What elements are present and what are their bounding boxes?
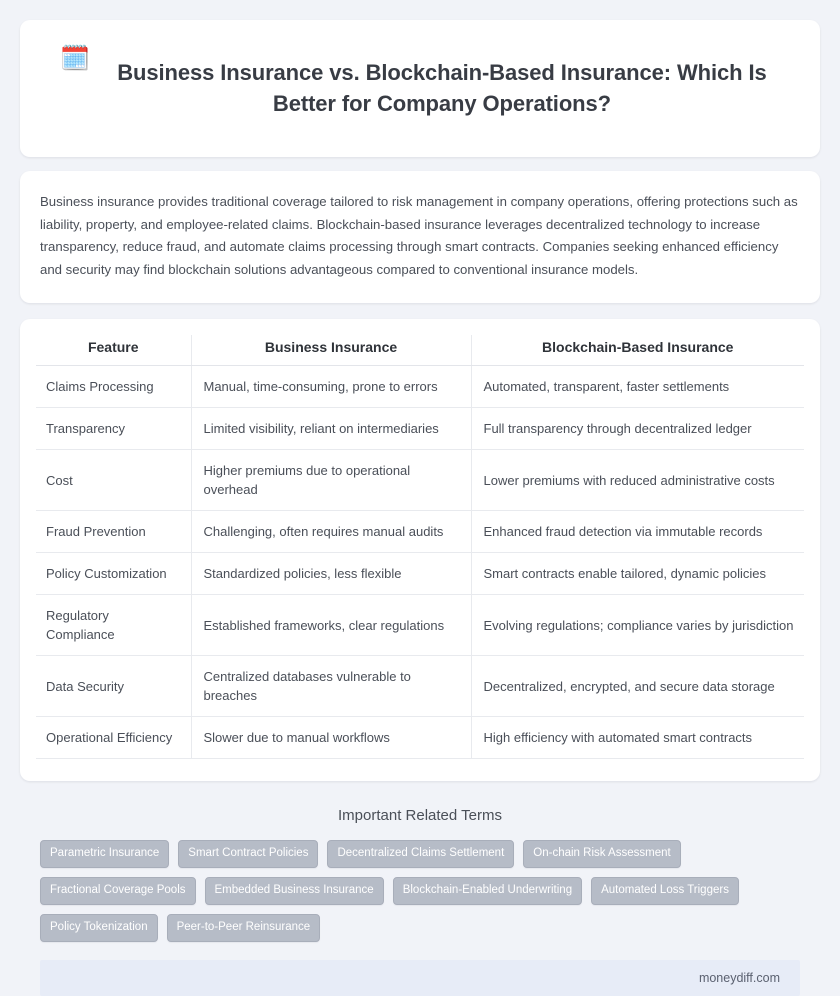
summary-text: Business insurance provides traditional coverage tailored to risk management in company operations, offering protections such as liability, property, and employee-related claims. Blockchain-based insurance leverages decentralized technology to increase transparency, reduce fraud, and automate claims processing through smart contracts. Companies seeking enhanced efficiency and security may find blockchain solutions advantageous compared to conventional insurance models.	[40, 194, 798, 277]
cell-blockchain-insurance: Full transparency through decentralized ledger	[471, 408, 804, 450]
column-header-blockchain-insurance: Blockchain-Based Insurance	[471, 335, 804, 366]
cell-feature: Fraud Prevention	[36, 511, 191, 553]
footer-bar	[40, 960, 800, 996]
related-term-tag[interactable]: On-chain Risk Assessment	[523, 840, 680, 868]
footer-site-name: moneydiff.com	[698, 971, 780, 986]
cell-business-insurance: Manual, time-consuming, prone to errors	[191, 366, 471, 408]
related-terms-section	[20, 793, 820, 956]
related-term-tag[interactable]: Embedded Business Insurance	[205, 877, 384, 905]
cell-blockchain-insurance: Smart contracts enable tailored, dynamic policies	[471, 553, 804, 595]
related-term-tag[interactable]: Decentralized Claims Settlement	[327, 840, 514, 868]
comparison-table	[36, 335, 804, 759]
table-row	[36, 656, 804, 717]
cell-blockchain-insurance: Enhanced fraud detection via immutable records	[471, 511, 804, 553]
table-row	[36, 408, 804, 450]
cell-feature: Transparency	[36, 408, 191, 450]
cell-business-insurance: Established frameworks, clear regulations	[191, 595, 471, 656]
cell-feature: Cost	[36, 450, 191, 511]
table-header-row	[36, 335, 804, 366]
cell-business-insurance: Centralized databases vulnerable to breaches	[191, 656, 471, 717]
comparison-table-card	[20, 319, 820, 781]
cell-feature: Regulatory Compliance	[36, 595, 191, 656]
table-row	[36, 366, 804, 408]
related-term-tag[interactable]: Peer-to-Peer Reinsurance	[167, 914, 321, 942]
column-header-business-insurance: Business Insurance	[191, 335, 471, 366]
table-row	[36, 511, 804, 553]
related-terms-heading: Important Related Terms	[338, 807, 502, 825]
cell-blockchain-insurance: High efficiency with automated smart contracts	[471, 717, 804, 759]
table-body	[36, 366, 804, 759]
related-term-tag[interactable]: Policy Tokenization	[40, 914, 158, 942]
cell-feature: Data Security	[36, 656, 191, 717]
summary-card	[20, 171, 820, 303]
related-term-tag[interactable]: Parametric Insurance	[40, 840, 169, 868]
cell-business-insurance: Challenging, often requires manual audits	[191, 511, 471, 553]
related-terms-tag-list	[40, 840, 800, 956]
table-header	[36, 335, 804, 366]
page-title: Business Insurance vs. Blockchain-Based Insurance: Which Is Better for Company Operations?	[117, 59, 767, 116]
cell-blockchain-insurance: Decentralized, encrypted, and secure data storage	[471, 656, 804, 717]
cell-blockchain-insurance: Evolving regulations; compliance varies by jurisdiction	[471, 595, 804, 656]
column-header-feature: Feature	[36, 335, 191, 366]
cell-blockchain-insurance: Automated, transparent, faster settlements	[471, 366, 804, 408]
table-row	[36, 450, 804, 511]
cell-feature: Policy Customization	[36, 553, 191, 595]
cell-business-insurance: Limited visibility, reliant on intermediaries	[191, 408, 471, 450]
related-term-tag[interactable]: Automated Loss Triggers	[591, 877, 739, 905]
title-card	[20, 20, 820, 157]
related-term-tag[interactable]: Fractional Coverage Pools	[40, 877, 196, 905]
calendar-icon: 🗓️	[60, 45, 90, 72]
table-row	[36, 553, 804, 595]
table-row	[36, 717, 804, 759]
cell-business-insurance: Slower due to manual workflows	[191, 717, 471, 759]
cell-business-insurance: Standardized policies, less flexible	[191, 553, 471, 595]
cell-blockchain-insurance: Lower premiums with reduced administrative costs	[471, 450, 804, 511]
related-term-tag[interactable]: Smart Contract Policies	[178, 840, 318, 868]
cell-feature: Claims Processing	[36, 366, 191, 408]
cell-feature: Operational Efficiency	[36, 717, 191, 759]
table-row	[36, 595, 804, 656]
related-term-tag[interactable]: Blockchain-Enabled Underwriting	[393, 877, 582, 905]
cell-business-insurance: Higher premiums due to operational overhead	[191, 450, 471, 511]
